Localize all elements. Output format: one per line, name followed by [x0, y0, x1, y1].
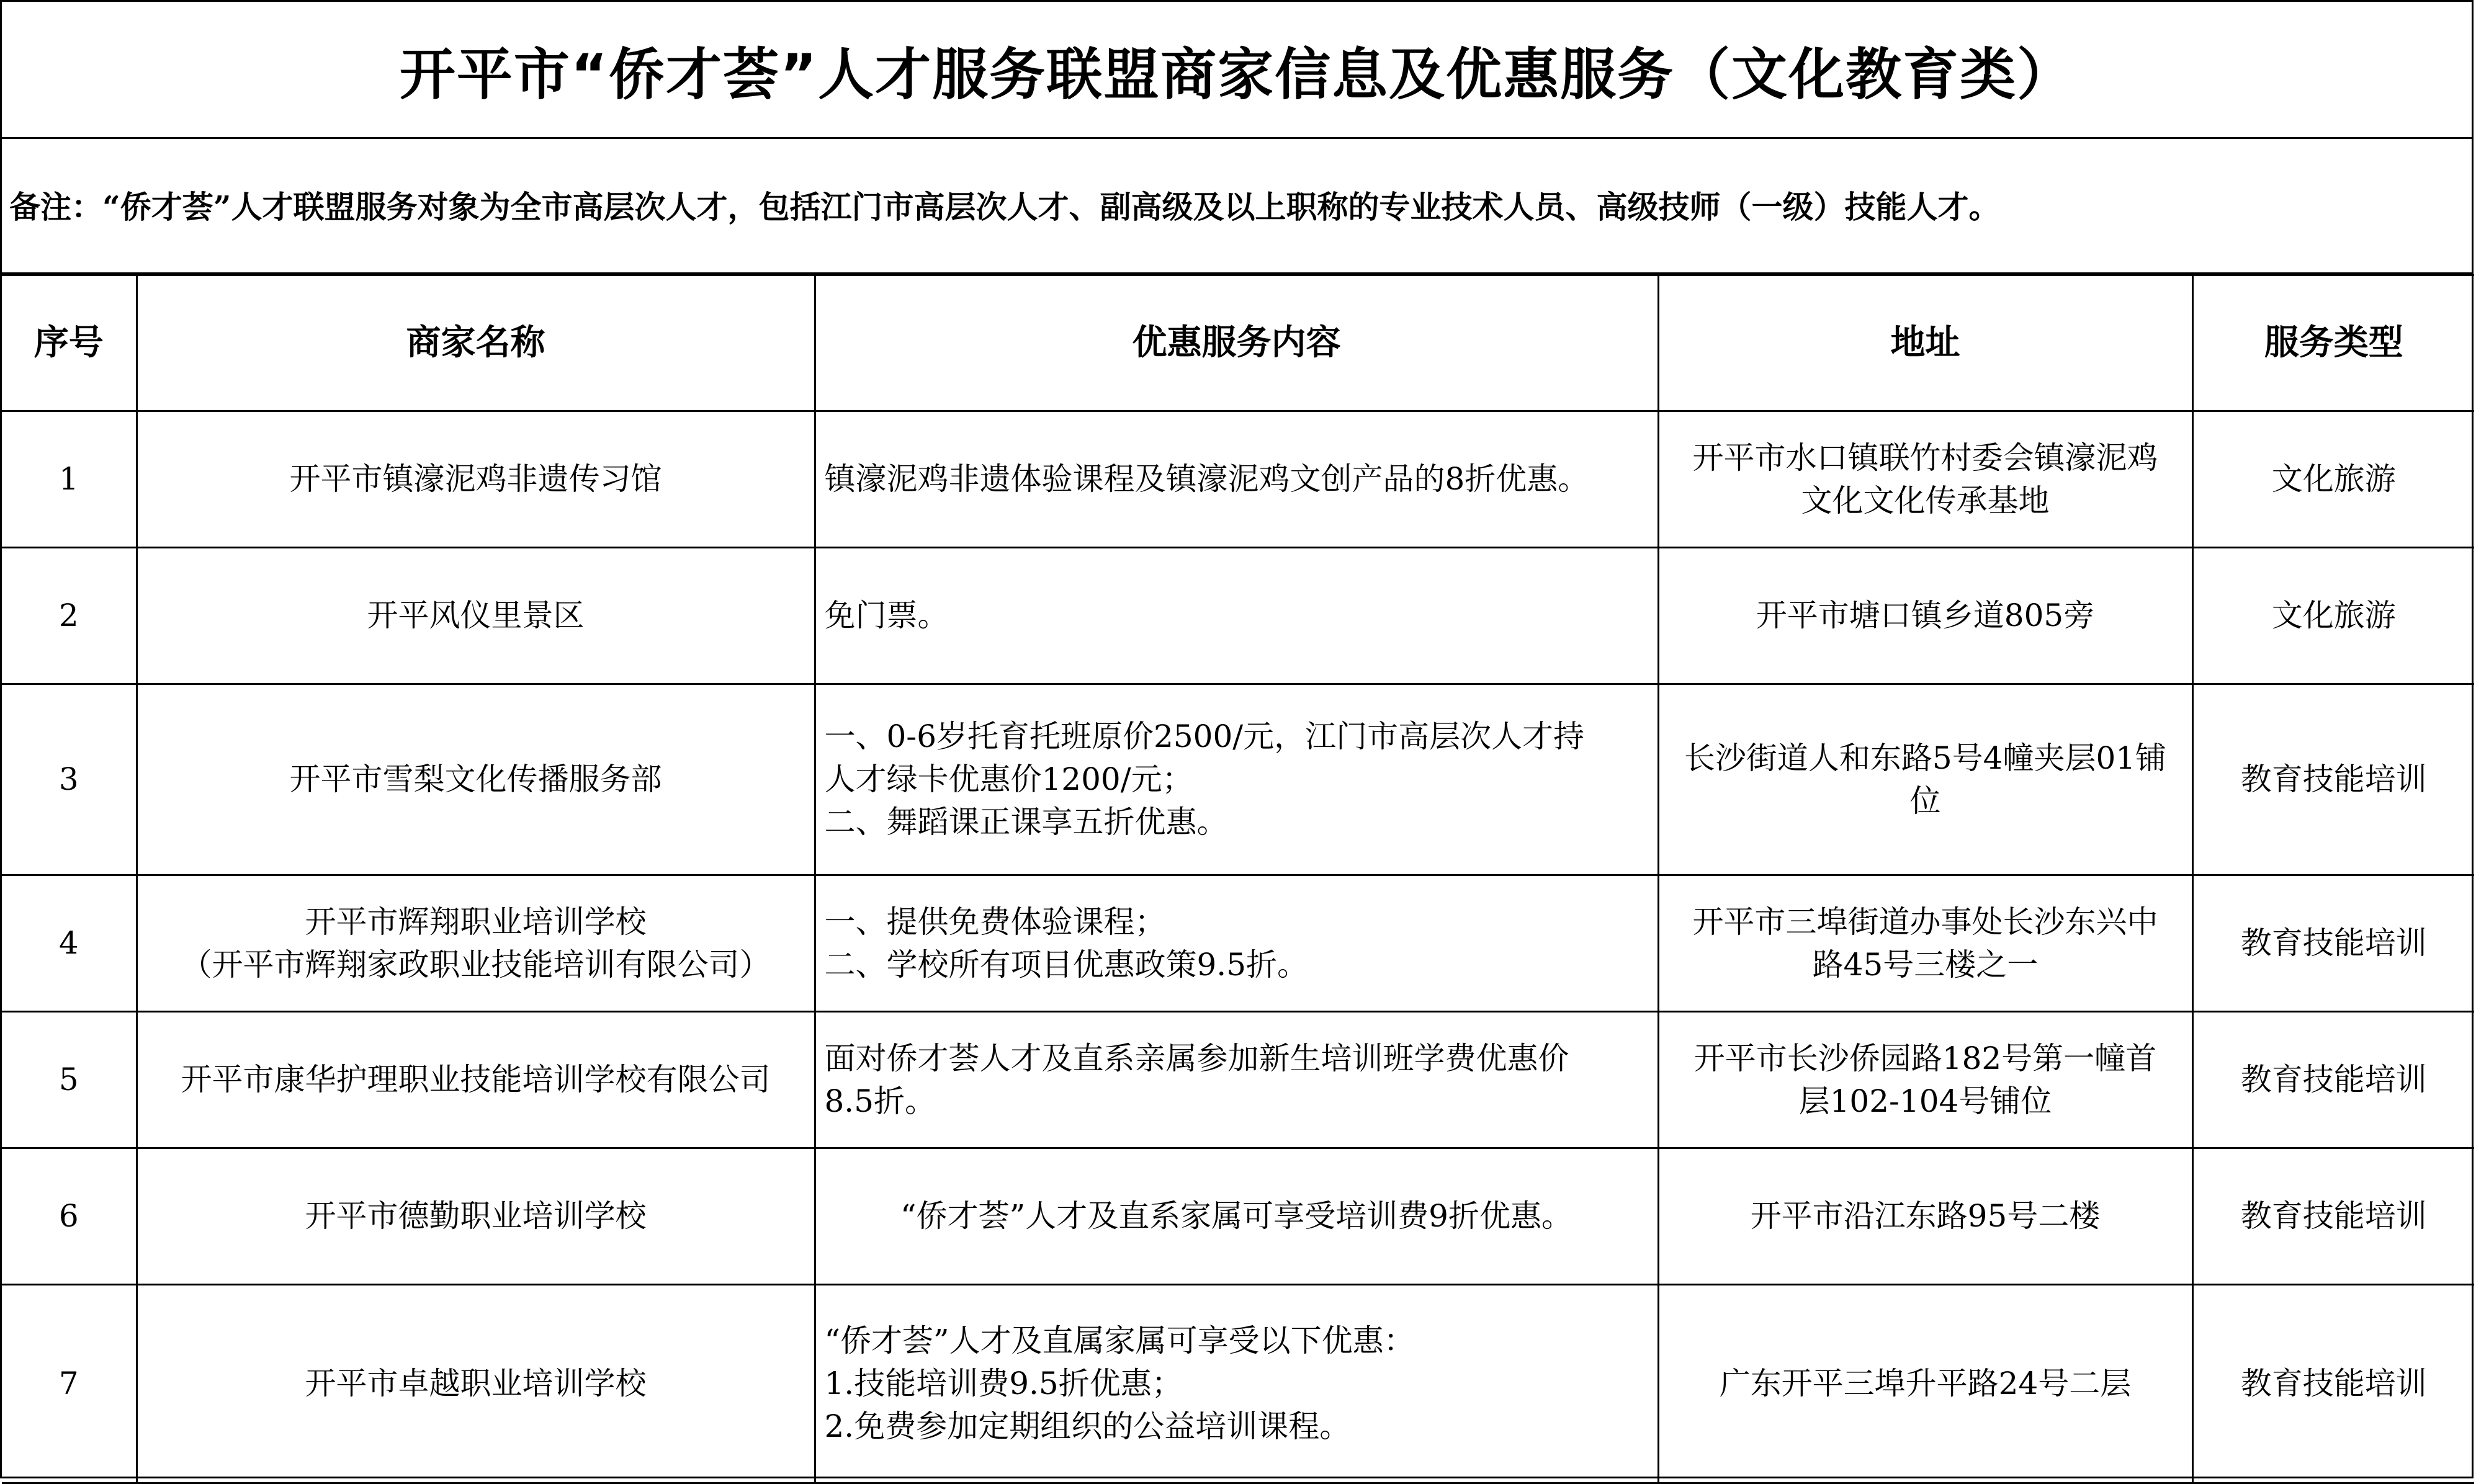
cell-line: 开平市沿江东路95号二楼 — [1750, 1198, 2101, 1234]
cell-address — [1658, 1012, 2192, 1148]
cell-line: 开平市德勤职业培训学校 — [305, 1198, 647, 1234]
cell-service-type: 教育技能培训 — [2192, 1012, 2474, 1148]
cell-no: 6 — [2, 1148, 137, 1285]
cell-line: 长沙街道人和东路5号4幢夹层01铺 — [1684, 740, 2167, 776]
table-row — [2, 1148, 2474, 1285]
col-header-type: 服务类型 — [2192, 275, 2474, 411]
cell-line: “侨才荟”人才及直系家属可享受培训费9折优惠。 — [900, 1198, 1572, 1234]
merchant-table — [2, 274, 2474, 1484]
cell-no: 1 — [2, 411, 137, 548]
cell-service-type: 教育技能培训 — [2192, 684, 2474, 875]
table-row — [2, 548, 2474, 684]
cell-line: 开平市塘口镇乡道805旁 — [1756, 597, 2095, 633]
col-header-content: 优惠服务内容 — [815, 275, 1658, 411]
cell-merchant-name — [137, 684, 815, 875]
cell-service-type: 教育技能培训 — [2192, 1285, 2474, 1483]
header-row — [2, 275, 2474, 411]
cell-line: 层102-104号铺位 — [1798, 1083, 2052, 1119]
page-title: 开平市“侨才荟”人才服务联盟商家信息及优惠服务（文化教育类） — [399, 42, 2075, 107]
cell-line: 开平市辉翔职业培训学校 — [305, 903, 647, 940]
col-header-no: 序号 — [2, 275, 137, 411]
cell-discount-content — [815, 1012, 1658, 1148]
col-header-name: 商家名称 — [137, 275, 815, 411]
cell-line: 面对侨才荟人才及直系亲属参加新生培训班学费优惠价 — [824, 1040, 1569, 1076]
cell-line: 一、0-6岁托育托班原价2500/元，江门市高层次人才持 — [824, 718, 1585, 754]
col-header-address: 地址 — [1658, 275, 2192, 411]
cell-line: 一、提供免费体验课程； — [824, 903, 1166, 940]
cell-line: 2.免费参加定期组织的公益培训课程。 — [824, 1408, 1351, 1444]
cell-merchant-name — [137, 1285, 815, 1483]
cell-line: 开平市雪梨文化传播服务部 — [289, 761, 662, 797]
cell-line: 开平市水口镇联竹村委会镇濠泥鸡 — [1692, 439, 2158, 476]
cell-line: 开平市镇濠泥鸡非遗传习馆 — [289, 461, 662, 497]
cell-address — [1658, 1285, 2192, 1483]
table-row — [2, 411, 2474, 548]
cell-line: 开平风仪里景区 — [367, 597, 585, 633]
cell-line: 镇濠泥鸡非遗体验课程及镇濠泥鸡文创产品的8折优惠。 — [824, 461, 1589, 497]
cell-no: 3 — [2, 684, 137, 875]
cell-no: 5 — [2, 1012, 137, 1148]
cell-address — [1658, 548, 2192, 684]
cell-merchant-name — [137, 411, 815, 548]
cell-service-type: 教育技能培训 — [2192, 875, 2474, 1012]
cell-line: 人才绿卡优惠价1200/元； — [824, 761, 1193, 797]
cell-line: 二、舞蹈课正课享五折优惠。 — [824, 804, 1228, 840]
cell-service-type: 教育技能培训 — [2192, 1148, 2474, 1285]
cell-merchant-name — [137, 548, 815, 684]
cell-discount-content — [815, 411, 1658, 548]
cell-line: 广东开平三埠升平路24号二层 — [1719, 1366, 2132, 1401]
cell-line: 免门票。 — [824, 597, 949, 633]
cell-line: 开平市康华护理职业技能培训学校有限公司 — [181, 1062, 771, 1097]
cell-discount-content — [815, 1148, 1658, 1285]
cell-line: （开平市辉翔家政职业技能培训有限公司） — [181, 946, 771, 983]
cell-line: 开平市三埠街道办事处长沙东兴中 — [1692, 903, 2158, 940]
cell-service-type: 文化旅游 — [2192, 548, 2474, 684]
cell-no: 4 — [2, 875, 137, 1012]
cell-merchant-name — [137, 1148, 815, 1285]
title-row — [2, 2, 2472, 139]
table-row — [2, 1285, 2474, 1483]
table-row — [2, 684, 2474, 875]
cell-no: 2 — [2, 548, 137, 684]
cell-address — [1658, 684, 2192, 875]
table-body — [2, 411, 2474, 1483]
cell-line: 位 — [1909, 782, 1941, 819]
cell-discount-content — [815, 875, 1658, 1012]
cell-line: 1.技能培训费9.5折优惠； — [824, 1366, 1183, 1401]
cell-line: “侨才荟”人才及直属家属可享受以下优惠： — [824, 1323, 1415, 1359]
note-row — [2, 137, 2472, 274]
cell-line: 路45号三楼之一 — [1812, 946, 2039, 983]
cell-service-type: 文化旅游 — [2192, 411, 2474, 548]
note-text: 备注：“侨才荟”人才联盟服务对象为全市高层次人才，包括江门市高层次人才、副高级及以上职称的专业技术人员、高级技师（一级）技能人才。 — [9, 189, 2000, 225]
cell-line: 开平市长沙侨园路182号第一幢首 — [1693, 1040, 2157, 1076]
cell-line: 二、学校所有项目优惠政策9.5折。 — [824, 946, 1309, 983]
cell-line: 文化文化传承基地 — [1801, 482, 2050, 519]
cell-address — [1658, 1148, 2192, 1285]
cell-discount-content — [815, 684, 1658, 875]
table-row — [2, 875, 2474, 1012]
cell-merchant-name — [137, 875, 815, 1012]
cell-discount-content — [815, 548, 1658, 684]
cell-address — [1658, 875, 2192, 1012]
cell-discount-content — [815, 1285, 1658, 1483]
cell-merchant-name — [137, 1012, 815, 1148]
cell-line: 8.5折。 — [824, 1083, 936, 1119]
table-row — [2, 1012, 2474, 1148]
cell-address — [1658, 411, 2192, 548]
cell-line: 开平市卓越职业培训学校 — [305, 1366, 647, 1401]
cell-no: 7 — [2, 1285, 137, 1483]
